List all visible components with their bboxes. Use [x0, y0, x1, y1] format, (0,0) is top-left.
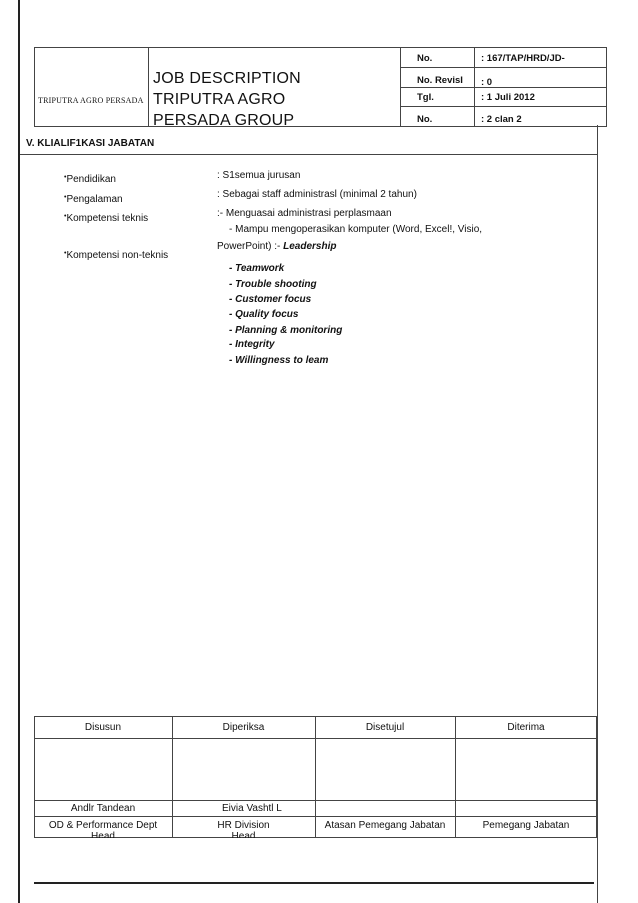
non-teknis-item: - Willingness to leam	[229, 355, 329, 366]
doc-title-line3: PERSADA GROUP	[153, 112, 295, 129]
meta-row-1	[400, 67, 607, 68]
sig-header-rule	[34, 738, 597, 739]
sig-role-rule	[34, 816, 597, 817]
meta-row-3	[400, 106, 607, 107]
non-teknis-item: - Quality focus	[229, 309, 299, 320]
label-pengalaman: •Pengalaman	[64, 194, 123, 205]
label-kompetensi-teknis: •Kompetensi teknis	[64, 213, 149, 224]
bullet-icon: •	[64, 194, 67, 201]
non-teknis-item: - Integrity	[229, 339, 275, 350]
sig-header-diterima: Diterima	[507, 722, 545, 733]
sig-role-diperiksa: HR Division Head	[217, 820, 270, 838]
doc-title-line1: JOB DESCRIPTION	[153, 70, 301, 87]
sig-header-disetujui: Disetujul	[365, 722, 405, 733]
value-pengalaman: : Sebagai staff administrasl (minimal 2 tahun)	[217, 189, 417, 200]
meta-value-revisi: : 0	[481, 77, 493, 88]
sig-header-disusun: Disusun	[84, 722, 122, 733]
left-border	[18, 0, 20, 903]
logo-divider	[148, 47, 149, 127]
sig-name-diperiksa: Eivia Vashtl L	[222, 803, 282, 814]
meta-label-doc-no: No.	[417, 53, 433, 64]
value-teknis-line1: :- Menguasai administrasi perplasmaan	[217, 208, 392, 219]
company-small-label: TRIPUTRA AGRO PERSADA	[38, 96, 144, 105]
non-teknis-item: - Planning & monitoring	[229, 325, 343, 336]
bullet-icon: •	[64, 213, 67, 220]
sig-role-disusun: OD & Performance Dept Head	[48, 820, 158, 838]
value-teknis-line3: PowerPoint) :- Leadership	[217, 241, 337, 252]
right-border	[597, 125, 598, 903]
sig-role-diterima: Pemegang Jabatan	[482, 820, 570, 831]
non-teknis-item: - Customer focus	[229, 294, 312, 305]
sig-role-disetujui: Atasan Pemegang Jabatan	[324, 820, 446, 831]
label-pendidikan: •Pendidikan	[64, 174, 116, 185]
meta-value-page: : 2 clan 2	[481, 114, 522, 125]
meta-label-page: No.	[417, 114, 433, 125]
bullet-icon: •	[64, 250, 67, 257]
non-teknis-item: - Teamwork	[229, 263, 285, 274]
non-teknis-item: - Trouble shooting	[229, 279, 317, 290]
doc-title-line2: TRIPUTRA AGRO	[153, 91, 286, 108]
meta-label-tgl: TgI.	[417, 92, 434, 103]
sig-name-rule	[34, 800, 597, 801]
meta-value-tgl: : 1 Juli 2012	[481, 92, 535, 103]
meta-value-doc-no: : 167/TAP/HRD/JD-	[481, 53, 565, 64]
bullet-icon: •	[64, 174, 67, 181]
section-title: V. KLIALIF1KASI JABATAN	[26, 138, 155, 149]
sig-name-disusun: Andlr Tandean	[70, 803, 136, 814]
meta-row-2	[400, 87, 607, 88]
section-title-rule	[20, 154, 598, 155]
meta-label-revisi: No. RevisI	[417, 75, 463, 86]
value-pendidikan: : S1semua jurusan	[217, 170, 301, 181]
label-kompetensi-non-teknis: •Kompetensi non-teknis	[64, 250, 169, 261]
bottom-rule	[34, 882, 594, 884]
header-top-rule	[34, 47, 607, 48]
sig-header-diperiksa: Diperiksa	[222, 722, 265, 733]
value-teknis-line2: - Mampu mengoperasikan komputer (Word, Excel!, Visio,	[229, 224, 483, 235]
